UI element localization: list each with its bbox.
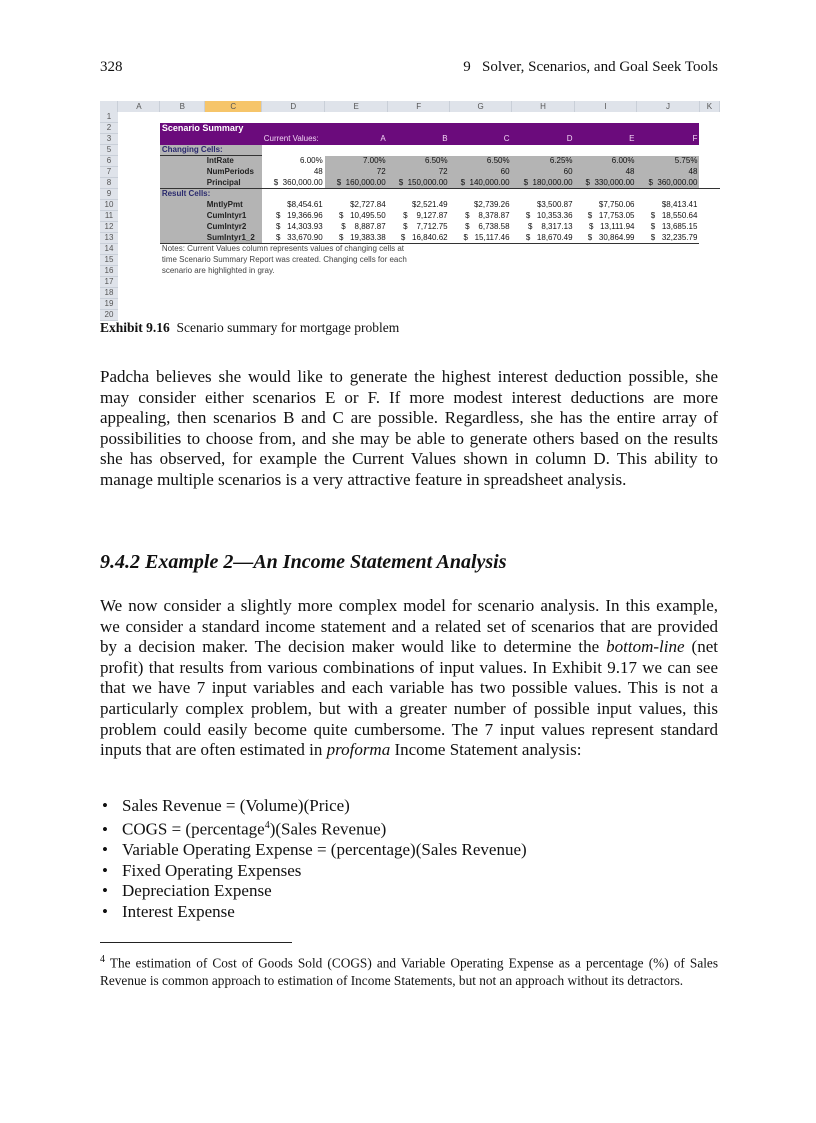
list-item: • Fixed Operating Expenses [100, 861, 527, 881]
value-cell[interactable]: $ 16,840.62 [388, 233, 450, 244]
footnote-text: The estimation of Cost of Goods Sold (COGS) and Variable Operating Expense as a percentage (%) of Sales Revenue is common approach to estimation of Income Statements, but not an approach without its detractors. [100, 955, 719, 988]
row-header[interactable]: 18 [100, 288, 118, 299]
header-scenario: C [450, 134, 512, 145]
row-header[interactable]: 13 [100, 233, 118, 244]
value-cell[interactable]: $ 14,303.93 [276, 222, 323, 231]
column-header[interactable]: F [388, 101, 450, 112]
value-cell[interactable]: $2,521.49 [412, 200, 448, 209]
column-header-row [100, 101, 720, 112]
header-scenario: E [575, 134, 637, 145]
header-scenario: B [388, 134, 450, 145]
spreadsheet-row [100, 222, 720, 233]
spreadsheet-row [100, 167, 720, 178]
column-header[interactable]: G [450, 101, 512, 112]
value-cell[interactable]: $ 360,000.00 [262, 178, 325, 189]
list-item [100, 816, 527, 840]
select-all-corner[interactable] [100, 101, 118, 112]
value-cell[interactable]: $ 8,317.13 [528, 222, 573, 231]
value-cell[interactable]: $8,413.41 [661, 200, 698, 209]
list-item: • Interest Expense [100, 902, 527, 922]
footnote-divider [100, 942, 292, 943]
result-cells-label: Result Cells: [160, 189, 262, 200]
value-cell[interactable]: 48 [575, 167, 637, 178]
value-cell[interactable]: $ 32,235.79 [636, 233, 699, 244]
value-cell[interactable]: $ 160,000.00 [325, 178, 388, 189]
value-cell[interactable]: $2,739.26 [473, 200, 510, 209]
row-header[interactable]: 19 [100, 299, 118, 310]
header-scenario: D [512, 134, 575, 145]
text: Income Statement analysis: [390, 740, 582, 760]
value-cell[interactable]: $ 7,712.75 [403, 222, 448, 231]
value-cell[interactable]: $ 18,550.64 [650, 211, 698, 220]
value-cell[interactable]: $ 360,000.00 [636, 178, 699, 189]
value-cell[interactable]: 72 [388, 167, 450, 178]
bullet-list [100, 796, 527, 922]
running-head [100, 59, 718, 76]
list-item: • Variable Operating Expense = (percentage)(Sales Revenue) [100, 840, 527, 860]
text: We now consider a slightly more complex model for scenario analysis. In this example, we consider a standard income statement and a related set of scenarios that are provided by a decision maker. The decision maker would like to determine the [100, 596, 718, 657]
row-header[interactable]: 14 [100, 244, 118, 255]
value-cell[interactable]: $ 30,864.99 [575, 233, 637, 244]
row-label[interactable]: SumIntyr1_2 [205, 233, 262, 244]
value-cell[interactable]: $2,727.84 [350, 200, 386, 209]
value-cell[interactable]: $ 33,670.90 [262, 233, 325, 244]
value-cell[interactable]: $8,454.61 [287, 200, 323, 209]
value-cell[interactable]: 6.50% [388, 156, 450, 167]
row-label[interactable]: NumPeriods [205, 167, 262, 178]
notes-line: Notes: Current Values column represents values of changing cells at [161, 244, 405, 254]
text: (net profit) that results from various combinations of input values. In Exhibit 9.17 we can see that we have 7 input variables and each variable has two possible values. This is not a particularly complex problem, but with a greater number of possible input values, this problem could easily become quite cumbersome. The 7 input values represent standard inputs that are often estimated in [100, 637, 718, 760]
row-header[interactable]: 3 [100, 134, 118, 145]
row-header[interactable]: 7 [100, 167, 118, 178]
text: COGS = (percentage [122, 820, 265, 840]
row-header[interactable]: 15 [100, 255, 118, 266]
header-scenario: A [325, 134, 388, 145]
value-cell[interactable]: $ 10,353.36 [525, 211, 573, 220]
value-cell[interactable]: $ 9,127.87 [403, 211, 448, 220]
value-cell[interactable]: 72 [325, 167, 388, 178]
value-cell[interactable]: $ 15,117.46 [450, 233, 512, 244]
list-item: • Sales Revenue = (Volume)(Price) [100, 796, 527, 816]
header-current-values: Current Values: [262, 134, 325, 145]
value-cell[interactable]: $ 13,111.94 [588, 222, 635, 231]
value-cell[interactable]: $ 180,000.00 [512, 178, 575, 189]
value-cell[interactable]: 6.50% [450, 156, 512, 167]
spreadsheet-row [100, 233, 720, 244]
caption-label: Exhibit 9.16 [100, 320, 170, 335]
value-cell[interactable]: $ 140,000.00 [450, 178, 512, 189]
value-cell[interactable]: $ 18,670.49 [512, 233, 575, 244]
list-item: • Depreciation Expense [100, 881, 527, 901]
row-label[interactable]: IntRate [205, 156, 262, 167]
column-header[interactable]: C [205, 101, 262, 112]
row-header[interactable]: 9 [100, 189, 118, 200]
value-cell[interactable]: $ 330,000.00 [575, 178, 637, 189]
column-header[interactable]: K [699, 101, 719, 112]
row-header[interactable]: 2 [100, 123, 118, 134]
column-header[interactable]: I [575, 101, 637, 112]
value-cell[interactable]: $ 10,495.50 [338, 211, 386, 220]
row-header[interactable]: 20 [100, 310, 118, 321]
header-scenario: F [636, 134, 699, 145]
value-cell[interactable]: 6.00% [575, 156, 637, 167]
value-cell[interactable]: 60 [450, 167, 512, 178]
value-cell[interactable]: 60 [512, 167, 575, 178]
section-heading: 9.4.2 Example 2—An Income Statement Analysis [100, 551, 507, 573]
value-cell[interactable]: $ 8,887.87 [341, 222, 386, 231]
value-cell[interactable]: 48 [636, 167, 699, 178]
scenario-summary-spreadsheet [100, 101, 720, 319]
notes-line: time Scenario Summary Report was created. Changing cells for each [161, 255, 407, 264]
row-label[interactable]: Principal [205, 178, 262, 189]
row-label[interactable]: CumIntyr2 [205, 222, 262, 233]
row-label[interactable]: MntlyPmt [205, 200, 262, 211]
row-header[interactable]: 10 [100, 200, 118, 211]
page-number: 328 [100, 59, 123, 75]
spreadsheet-row [100, 200, 720, 211]
column-header[interactable]: H [512, 101, 575, 112]
value-cell[interactable]: $ 19,383.38 [325, 233, 388, 244]
spreadsheet-row [100, 211, 720, 222]
exhibit-caption [100, 320, 399, 336]
row-header[interactable]: 11 [100, 211, 118, 222]
footnote [100, 951, 718, 989]
value-cell[interactable]: $7,750.06 [598, 200, 635, 209]
row-header[interactable]: 6 [100, 156, 118, 167]
column-header[interactable]: A [118, 101, 160, 112]
value-cell[interactable]: 6.00% [300, 156, 323, 165]
value-cell[interactable]: $ 13,685.15 [650, 222, 698, 231]
row-header[interactable]: 17 [100, 277, 118, 288]
notes-line: scenario are highlighted in gray. [161, 266, 275, 275]
column-header[interactable]: E [325, 101, 388, 112]
row-label[interactable]: CumIntyr1 [205, 211, 262, 222]
paragraph [100, 596, 718, 761]
row-header[interactable]: 1 [100, 112, 118, 123]
row-header[interactable]: 5 [100, 145, 118, 156]
spreadsheet-row [100, 178, 720, 189]
value-cell[interactable]: $3,500.87 [536, 200, 573, 209]
row-header[interactable]: 16 [100, 266, 118, 277]
column-header[interactable]: D [262, 101, 325, 112]
value-cell[interactable]: $ 19,366.96 [276, 211, 323, 220]
changing-cells-label: Changing Cells: [160, 145, 262, 156]
value-cell[interactable]: $ 17,753.05 [587, 211, 635, 220]
paragraph: Padcha believes she would like to generate the highest interest deduction possible, she may consider either scenarios E or F. If more modest interest deductions are more appealing, then scenarios B and C are possible. Regardless, she has the entire array of possibilities to choose from, and she may be able to generate others based on the results she has observed, for example the Current Values shown in column D. This ability to manage multiple scenarios is a very attractive feature in spreadsheet analysis. [100, 367, 718, 489]
caption-text: Scenario summary for mortgage problem [176, 320, 400, 335]
emphasis: bottom-line [606, 637, 685, 657]
value-cell[interactable]: 6.25% [512, 156, 575, 167]
spreadsheet-row [100, 156, 720, 167]
row-header[interactable]: 8 [100, 178, 118, 189]
value-cell[interactable]: 5.75% [636, 156, 699, 167]
chapter-title: 9 Solver, Scenarios, and Goal Seek Tools [463, 59, 718, 75]
column-header[interactable]: B [160, 101, 205, 112]
value-cell[interactable]: 7.00% [325, 156, 388, 167]
footnote-mark: 4 [100, 954, 105, 965]
text: )(Sales Revenue) [269, 820, 387, 840]
emphasis: proforma [326, 740, 391, 760]
value-cell[interactable]: 48 [313, 167, 323, 176]
footnote-ref[interactable]: 4 [264, 820, 270, 832]
summary-title: Scenario Summary [160, 123, 262, 134]
row-header[interactable]: 12 [100, 222, 118, 233]
column-header[interactable]: J [636, 101, 699, 112]
value-cell[interactable]: $ 6,738.58 [465, 222, 510, 231]
value-cell[interactable]: $ 150,000.00 [388, 178, 450, 189]
value-cell[interactable]: $ 8,378.87 [465, 211, 510, 220]
